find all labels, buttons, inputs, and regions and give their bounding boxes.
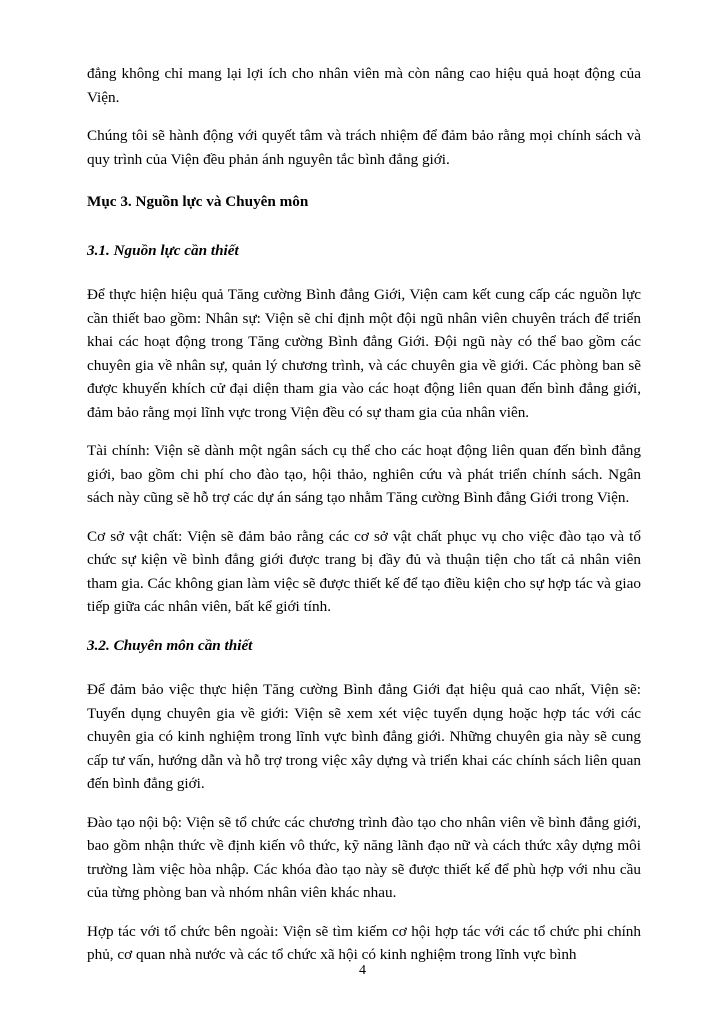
resources-paragraph-finance: Tài chính: Viện sẽ dành một ngân sách cụ thể cho các hoạt động liên quan đến bình đẳng giới, bao gồm chi phí cho đào tạo, hội thảo, nghiên cứu và phát triển chính sách. Ngân sách này cũng sẽ hỗ trợ các dự án sáng tạo nhằm Tăng cường Bình đẳng Giới trong Viện. — [87, 442, 641, 506]
subsection-heading-expertise: 3.2. Chuyên môn cần thiết — [87, 636, 253, 654]
intro-paragraph-2: Chúng tôi sẽ hành động với quyết tâm và trách nhiệm để đảm bảo rằng mọi chính sách và quy trình của Viện đều phản ánh nguyên tắc bình đẳng giới. — [87, 127, 641, 168]
resources-paragraph-facilities: Cơ sở vật chất: Viện sẽ đảm bảo rằng các cơ sở vật chất phục vụ cho việc đào tạo và tổ chức sự kiện về bình đẳng giới được trang bị đầy đủ và thuận tiện cho tất cả nhân viên tham gia. Các không gian làm việc sẽ được thiết kế để tạo điều kiện cho sự hợp tác và giao tiếp giữa các nhân viên, bất kể giới tính. — [87, 527, 641, 615]
resources-paragraph-staff: Để thực hiện hiệu quả Tăng cường Bình đẳng Giới, Viện cam kết cung cấp các nguồn lực cần thiết bao gồm: Nhân sự: Viện sẽ chỉ định một đội ngũ nhân viên chuyên trách để triển khai các hoạt động trong Tăng cường Bình đẳng Giới. Đội ngũ này có thể bao gồm các chuyên gia về nhân sự, quản lý chương trình, và các chuyên gia về giới. Các phòng ban sẽ được khuyến khích cử đại diện tham gia vào các hoạt động liên quan đến bình đẳng giới, đảm bảo rằng mọi lĩnh vực trong Viện đều có sự tham gia của nhân viên. — [87, 286, 641, 421]
section-heading: Mục 3. Nguồn lực và Chuyên môn — [87, 193, 309, 210]
expertise-paragraph-partners: Hợp tác với tổ chức bên ngoài: Viện sẽ tìm kiếm cơ hội hợp tác với các tổ chức phi chính phủ, cơ quan nhà nước và các tổ chức xã hội có kinh nghiệm trong lĩnh vực bình — [87, 922, 641, 963]
page-number: 4 — [359, 963, 366, 978]
expertise-paragraph-recruit: Để đảm bảo việc thực hiện Tăng cường Bình đẳng Giới đạt hiệu quả cao nhất, Viện sẽ: Tuyển dụng chuyên gia về giới: Viện sẽ xem xét việc tuyển dụng hoặc hợp tác với các chuyên gia có kinh nghiệm trong lĩnh vực bình đẳng giới. Những chuyên gia này sẽ cung cấp tư vấn, hướng dẫn và hỗ trợ trong việc xây dựng và triển khai các chính sách liên quan đến bình đẳng giới. — [87, 681, 641, 792]
expertise-paragraph-training: Đào tạo nội bộ: Viện sẽ tổ chức các chương trình đào tạo cho nhân viên về bình đẳng giới, bao gồm nhận thức về định kiến vô thức, kỹ năng lãnh đạo nữ và cách thức xây dựng môi trường làm việc hòa nhập. Các khóa đào tạo này sẽ được thiết kế để phù hợp với nhu cầu của từng phòng ban và nhóm nhân viên khác nhau. — [87, 813, 641, 901]
subsection-heading-resources: 3.1. Nguồn lực cần thiết — [87, 241, 239, 259]
intro-paragraph-1: đẳng không chỉ mang lại lợi ích cho nhân viên mà còn nâng cao hiệu quả hoạt động của Viện. — [87, 65, 641, 106]
page-content — [87, 62, 641, 982]
